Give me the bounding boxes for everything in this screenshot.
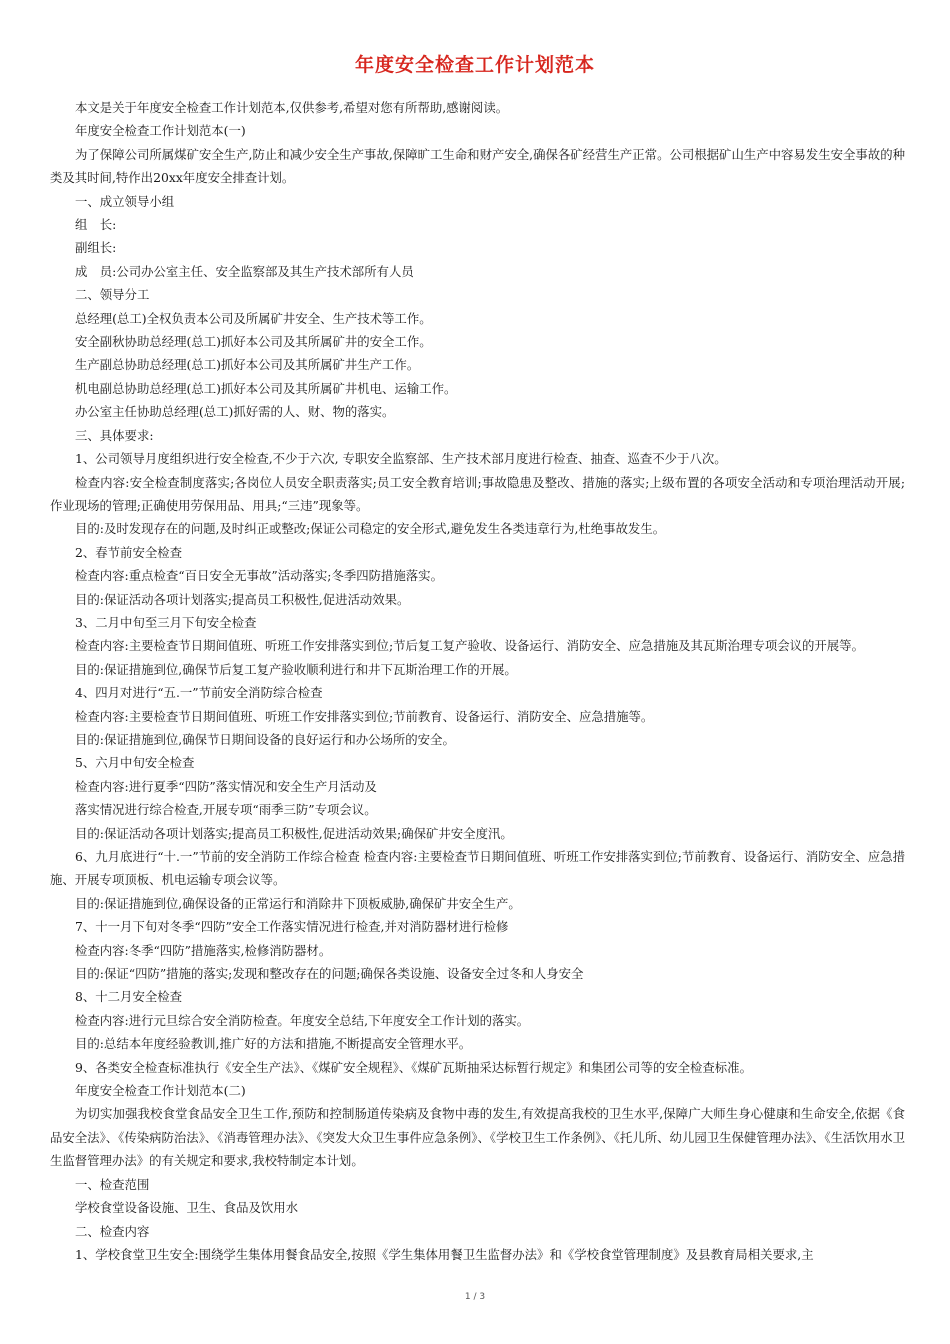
paragraph: 检查内容:安全检查制度落实;各岗位人员安全职责落实;员工安全教育培训;事故隐患及整改、措施的落实;上级布置的各项安全活动和专项治理活动开展;作业现场的管理;正确使用劳保用品、用具;“三违”现象等。 [50, 474, 905, 513]
paragraph: 二、检查内容 [75, 1223, 150, 1239]
paragraph: 目的:保证措施到位,确保节后复工复产验收顺利进行和井下瓦斯治理工作的开展。 [75, 661, 517, 677]
document-title: 年度安全检查工作计划范本 [354, 54, 595, 76]
paragraph: 目的:保证措施到位,确保设备的正常运行和消除井下顶板威胁,确保矿井安全生产。 [75, 895, 521, 911]
paragraph: 机电副总协助总经理(总工)抓好本公司及其所属矿井机电、运输工作。 [75, 380, 457, 396]
paragraph: 4、四月对进行“五.一”节前安全消防综合检查 [75, 685, 323, 701]
paragraph: 目的:及时发现存在的问题,及时纠正或整改;保证公司稳定的安全形式,避免发生各类违章行为,杜绝事故发生。 [75, 521, 666, 537]
paragraph: 1、学校食堂卫生安全:围绕学生集体用餐食品安全,按照《学生集体用餐卫生监督办法》和《学校食堂管理制度》及县教育局相关要求,主 [75, 1246, 814, 1262]
paragraph: 检查内容:主要检查节日期间值班、听班工作安排落实到位;节后复工复产验收、设备运行、消防安全、应急措施及其瓦斯治理专项会议的开展等。 [75, 638, 864, 654]
paragraph: 检查内容:重点检查“百日安全无事故”活动落实;冬季四防措施落实。 [75, 568, 443, 584]
paragraph: 1、公司领导月度组织进行安全检查,不少于六次, 专职安全监察部、生产技术部月度进行检查、抽查、巡查不少于八次。 [75, 451, 727, 467]
paragraph: 9、各类安全检查标准执行《安全生产法》、《煤矿安全规程》、《煤矿瓦斯抽采达标暂行规定》和集团公司等的安全检查标准。 [75, 1059, 752, 1075]
paragraph: 目的:保证“四防”措施的落实;发现和整改存在的问题;确保各类设施、设备安全过冬和人身安全 [75, 966, 584, 982]
paragraph: 办公室主任协助总经理(总工)抓好需的人、财、物的落实。 [75, 404, 395, 420]
paragraph: 年度安全检查工作计划范本(一) [75, 123, 246, 139]
paragraph: 落实情况进行综合检查,开展专项“雨季三防”专项会议。 [75, 802, 377, 818]
paragraph: 本文是关于年度安全检查工作计划范本,仅供参考,希望对您有所帮助,感谢阅读。 [75, 100, 509, 115]
paragraph: 二、领导分工 [75, 287, 150, 303]
paragraph: 检查内容:进行元旦综合安全消防检查。年度安全总结,下年度安全工作计划的落实。 [75, 1012, 530, 1028]
paragraph: 年度安全检查工作计划范本(二) [75, 1083, 246, 1099]
paragraph: 目的:保证活动各项计划落实;提高员工积极性,促进活动效果;确保矿井安全度汛。 [75, 825, 513, 841]
paragraph: 5、六月中旬安全检查 [75, 755, 195, 771]
paragraph: 生产副总协助总经理(总工)抓好本公司及其所属矿井生产工作。 [75, 357, 420, 373]
document-body [50, 96, 905, 1266]
paragraph: 为了保障公司所属煤矿安全生产,防止和减少安全生产事故,保障旷工生命和财产安全,确保各矿经营生产正常。公司根据矿山生产中容易发生安全事故的种类及其时间,特作出20xx年度安全排查计划。 [50, 146, 905, 186]
paragraph: 学校食堂设备设施、卫生、食品及饮用水 [75, 1200, 299, 1216]
paragraph: 一、成立领导小组 [75, 193, 175, 209]
paragraph: 8、十二月安全检查 [75, 989, 183, 1005]
paragraph: 2、春节前安全检查 [75, 544, 183, 560]
paragraph: 组 长: [75, 217, 117, 233]
paragraph: 检查内容:进行夏季“四防”落实情况和安全生产月活动及 [75, 778, 377, 794]
paragraph: 7、十一月下旬对冬季“四防”安全工作落实情况进行检查,并对消防器材进行检修 [75, 919, 509, 935]
paragraph: 一、检查范围 [75, 1176, 150, 1192]
paragraph: 3、二月中旬至三月下旬安全检查 [75, 614, 257, 630]
paragraph: 安全副秋协助总经理(总工)抓好本公司及其所属矿井的安全工作。 [75, 334, 432, 350]
paragraph: 6、九月底进行“十.一”节前的安全消防工作综合检查 检查内容:主要检查节日期间值班、听班工作安排落实到位;节前教育、设备运行、消防安全、应急措施、开展专项顶板、机电运输专项会议等。 [50, 849, 905, 888]
paragraph: 副组长: [75, 240, 117, 256]
paragraph: 为切实加强我校食堂食品安全卫生工作,预防和控制肠道传染病及食物中毒的发生,有效提高我校的卫生水平,保障广大师生身心健康和生命安全,依据《食品安全法》、《传染病防治法》、《消毒管理办法》、《突发大众卫生事件应急条例》、《学校卫生工作条例》、《托儿所、幼儿园卫生保健管理办法》、《生活饮用水卫生监督管理办法》的有关规定和要求,我校特制定本计划。 [50, 1106, 905, 1169]
paragraph: 目的:保证措施到位,确保节日期间设备的良好运行和办公场所的安全。 [75, 731, 455, 747]
paragraph: 总经理(总工)全权负责本公司及所属矿井安全、生产技术等工作。 [75, 310, 432, 326]
paragraph: 目的:保证活动各项计划落实;提高员工积极性,促进活动效果。 [75, 591, 410, 607]
paragraph: 三、具体要求: [75, 427, 154, 443]
paragraph: 检查内容:主要检查节日期间值班、听班工作安排落实到位;节前教育、设备运行、消防安全、应急措施等。 [75, 708, 654, 724]
paragraph: 成 员:公司办公室主任、安全监察部及其生产技术部所有人员 [75, 263, 414, 279]
page-indicator: 1 / 3 [464, 1292, 486, 1302]
paragraph: 目的:总结本年度经验教训,推广好的方法和措施,不断提高安全管理水平。 [75, 1036, 472, 1052]
paragraph: 检查内容:冬季“四防”措施落实,检修消防器材。 [75, 942, 332, 958]
